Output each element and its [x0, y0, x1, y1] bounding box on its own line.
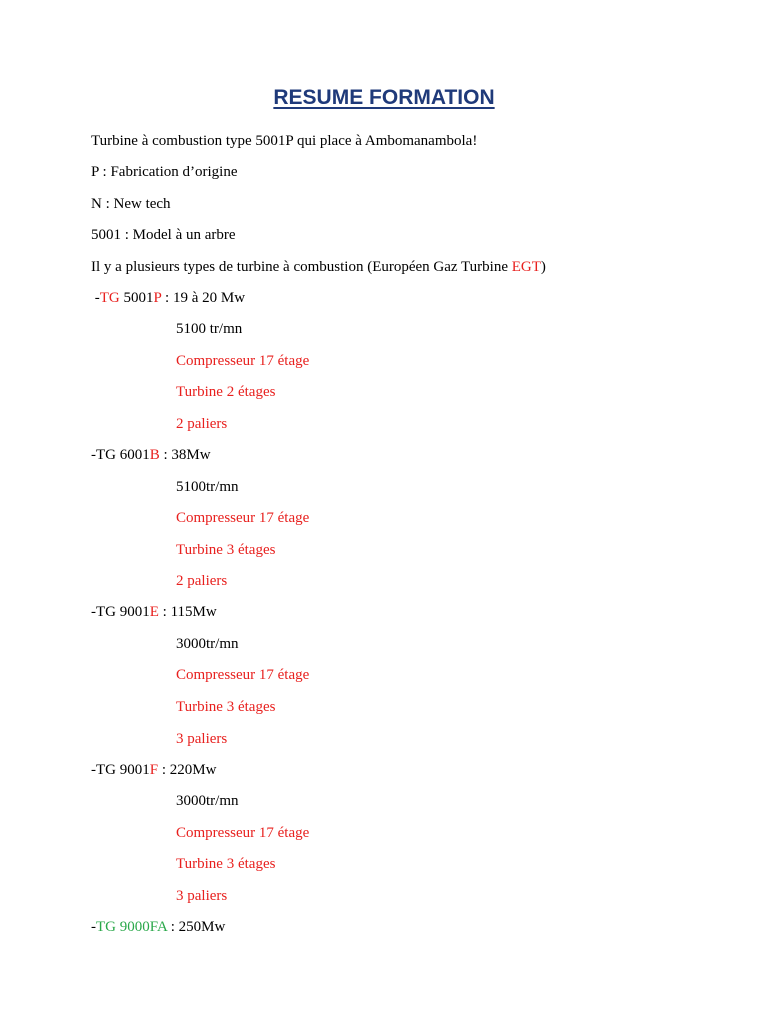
turbine-compressor: Compresseur 17 étage — [176, 510, 310, 526]
turbine-speed: 5100tr/mn — [176, 479, 239, 495]
turbine-heading — [91, 289, 245, 307]
turbine-prefix: - — [91, 762, 96, 778]
turbine-bearings: 2 paliers — [176, 416, 228, 432]
turbine-suffix: E — [149, 604, 159, 620]
turbine-power: : 220Mw — [158, 762, 217, 778]
turbine-prefix: - — [91, 604, 96, 620]
turbine-suffix: F — [149, 762, 159, 778]
intro-line: N : New tech — [91, 196, 171, 212]
turbine-model-number: 9001 — [116, 604, 150, 620]
types-line — [91, 258, 546, 276]
turbine-prefix: - — [91, 447, 96, 463]
turbine-compressor: Compresseur 17 étage — [176, 825, 310, 841]
intro-line: Turbine à combustion type 5001P qui place à Ambomanambola! — [91, 133, 478, 149]
turbine-bearings: 3 paliers — [176, 888, 228, 904]
turbine-heading — [91, 446, 211, 464]
turbine-stages: Turbine 3 étages — [176, 542, 276, 558]
turbine-power: : 250Mw — [166, 919, 226, 935]
turbine-bearings: 2 paliers — [176, 573, 228, 589]
turbine-power: : 19 à 20 Mw — [161, 290, 246, 306]
turbine-stages: Turbine 3 étages — [176, 856, 276, 872]
document-title: RESUME FORMATION — [273, 86, 495, 109]
turbine-speed: 5100 tr/mn — [176, 321, 243, 337]
turbine-prefix: - — [91, 919, 96, 935]
turbine-heading — [91, 761, 216, 779]
turbine-model-number: 9001 — [116, 762, 150, 778]
turbine-name: TG 9000FA — [96, 919, 167, 935]
turbine-power: : 115Mw — [158, 604, 217, 620]
turbine-stages: Turbine 2 étages — [176, 384, 276, 400]
turbine-speed: 3000tr/mn — [176, 793, 239, 809]
intro-line: 5001 : Model à un arbre — [91, 227, 236, 243]
turbine-stages: Turbine 3 étages — [176, 699, 276, 715]
turbine-prefix: - — [91, 290, 100, 306]
turbine-heading — [91, 918, 225, 936]
turbine-suffix: P — [153, 290, 162, 306]
types-text: Il y a plusieurs types de turbine à combustion (Européen Gaz Turbine — [91, 259, 512, 275]
turbine-tg: TG — [99, 290, 120, 306]
intro-line: P : Fabrication d’origine — [91, 164, 238, 180]
turbine-compressor: Compresseur 17 étage — [176, 353, 310, 369]
turbine-heading — [91, 603, 217, 621]
types-close: ) — [540, 259, 546, 275]
turbine-tg: TG — [96, 762, 116, 778]
egt-highlight: EGT — [511, 259, 541, 275]
turbine-speed: 3000tr/mn — [176, 636, 239, 652]
turbine-tg: TG — [96, 604, 116, 620]
turbine-bearings: 3 paliers — [176, 731, 228, 747]
turbine-suffix: B — [149, 447, 160, 463]
turbine-model-number: 5001 — [119, 290, 154, 306]
turbine-tg: TG — [96, 447, 116, 463]
turbine-model-number: 6001 — [116, 447, 150, 463]
turbine-compressor: Compresseur 17 étage — [176, 667, 310, 683]
turbine-power: : 38Mw — [159, 447, 211, 463]
